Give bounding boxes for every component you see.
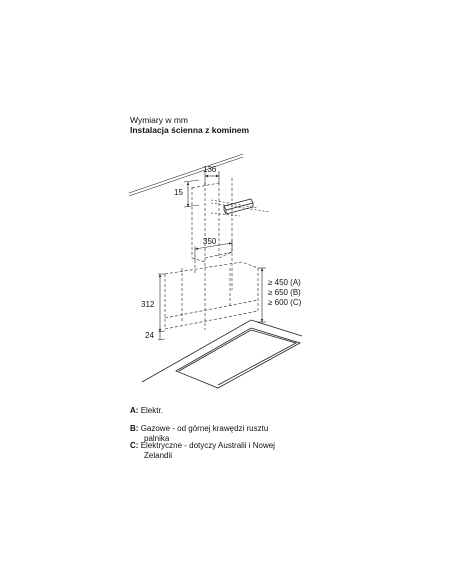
diagram-title: Instalacja ścienna z kominem: [130, 125, 250, 135]
legend-b-text: Gazowe - od górnej krawędzi rusztu: [140, 424, 269, 433]
dim-15: 15: [174, 188, 183, 197]
legend-c-key: C:: [130, 441, 139, 450]
legend-a-key: A:: [130, 406, 139, 415]
chimney-outline: [192, 178, 232, 330]
range-c: ≥ 600 (C): [268, 298, 302, 307]
dim-136: 136: [203, 165, 217, 174]
legend-b-key: B:: [130, 424, 139, 433]
legend-c-text-cont: Zelandii: [144, 450, 173, 460]
dim-24: 24: [145, 331, 154, 340]
ceiling-edge-upper: [129, 154, 243, 193]
legend-b-text-cont: palnika: [144, 433, 170, 443]
bracket-screws: [211, 200, 270, 216]
legend-c-text: Elektryczne - dotyczy Australii i Nowej: [140, 441, 275, 450]
hood-outline: [165, 262, 258, 329]
legend-a: [130, 406, 330, 416]
ceiling-edge: [129, 157, 243, 196]
dim-350: 350: [203, 237, 217, 246]
cooktop: [142, 320, 302, 388]
units-note: Wymiary w mm: [130, 115, 188, 125]
dimension-arrows: [159, 175, 263, 332]
legend-a-text: Elektr.: [140, 406, 163, 415]
dim-312: 312: [141, 300, 155, 309]
mounting-bracket: [224, 199, 253, 214]
legend-c: [130, 441, 330, 460]
range-b: ≥ 650 (B): [268, 288, 301, 297]
range-a: ≥ 450 (A): [268, 278, 301, 287]
